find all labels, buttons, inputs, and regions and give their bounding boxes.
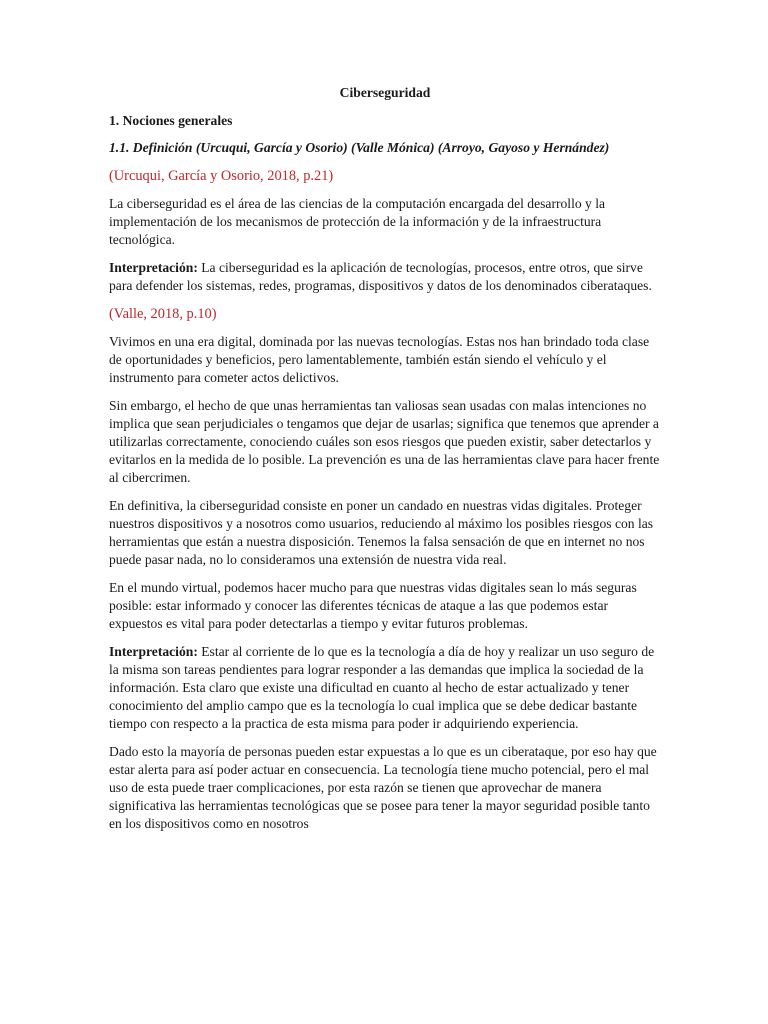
paragraph-interpretation-1	[109, 259, 661, 295]
interpretation-text: La ciberseguridad es la aplicación de tecnologías, procesos, entre otros, que sirve para defender los sistemas, redes, programas, dispositivos y datos de los denominados ciberataques.	[109, 260, 652, 293]
paragraph-en-definitiva: En definitiva, la ciberseguridad consiste en poner un candado en nuestras vidas digitales. Proteger nuestros dispositivos y a nosotros como usuarios, reduciendo al máximo los posibles riesgos con las herramientas que están a nuestra disposición. Tenemos la falsa sensación de que en internet no nos puede pasar nada, no lo consideramos una extensión de nuestra vida real.	[109, 498, 654, 567]
citation-urcuqui: (Urcuqui, García y Osorio, 2018, p.21)	[109, 168, 334, 184]
citation-valle: (Valle, 2018, p.10)	[109, 306, 217, 322]
subsection-heading: 1.1. Definición (Urcuqui, García y Osorio) (Valle Mónica) (Arroyo, Gayoso y Hernández)	[109, 140, 610, 155]
interpretation-text: Estar al corriente de lo que es la tecnología a día de hoy y realizar un uso seguro de la misma son tareas pendientes para lograr responder a las demandas que implica la sociedad de la información. Esta claro que existe una dificultad en cuanto al hecho de estar actualizado y tener conocimiento del amplio campo que es la tecnología lo cual implica que se debe dedicar bastante tiempo con respecto a la practica de esta misma para poder ir adquiriendo experiencia.	[109, 644, 655, 731]
section-heading: 1. Nociones generales	[109, 113, 233, 128]
paragraph-mundo-virtual: En el mundo virtual, podemos hacer mucho para que nuestras vidas digitales sean lo más seguras posible: estar informado y conocer las diferentes técnicas de ataque a las que podemos estar expuestos es vital para poder detectarlas a tiempo y evitar futuros problemas.	[109, 580, 637, 631]
paragraph-interpretation-2	[109, 643, 661, 733]
paragraph-dado-esto: Dado esto la mayoría de personas pueden estar expuestas a lo que es un ciberataque, por eso hay que estar alerta para así poder actuar en consecuencia. La tecnología tiene mucho potencial, pero el mal uso de esta puede traer complicaciones, por esta razón se tienen que aprovechar de manera significativa las herramientas tecnológicas que se posee para tener la mayor seguridad posible tanto en los dispositivos como en nosotros	[109, 744, 657, 831]
paragraph-sin-embargo: Sin embargo, el hecho de que unas herramientas tan valiosas sean usadas con malas intenciones no implica que sean perjudiciales o tengamos que dejar de usarlas; significa que tenemos que aprender a utilizarlas correctamente, conociendo cuáles son esos riesgos que pueden existir, saber detectarlos y evitarlos en la medida de lo posible. La prevención es una de las herramientas clave para hacer frente al cibercrimen.	[109, 398, 660, 485]
interpretation-label: Interpretación:	[109, 260, 198, 275]
paragraph-definition: La ciberseguridad es el área de las ciencias de la computación encargada del desarrollo y la implementación de los mecanismos de protección de la información y de la infraestructura tecnológica.	[109, 196, 606, 247]
document-title: Ciberseguridad	[339, 85, 431, 100]
interpretation-label: Interpretación:	[109, 644, 198, 659]
paragraph-era-digital: Vivimos en una era digital, dominada por las nuevas tecnologías. Estas nos han brindado toda clase de oportunidades y beneficios, pero lamentablemente, también están siendo el vehículo y el instrumento para cometer actos delictivos.	[109, 334, 650, 385]
document-page	[109, 84, 661, 843]
